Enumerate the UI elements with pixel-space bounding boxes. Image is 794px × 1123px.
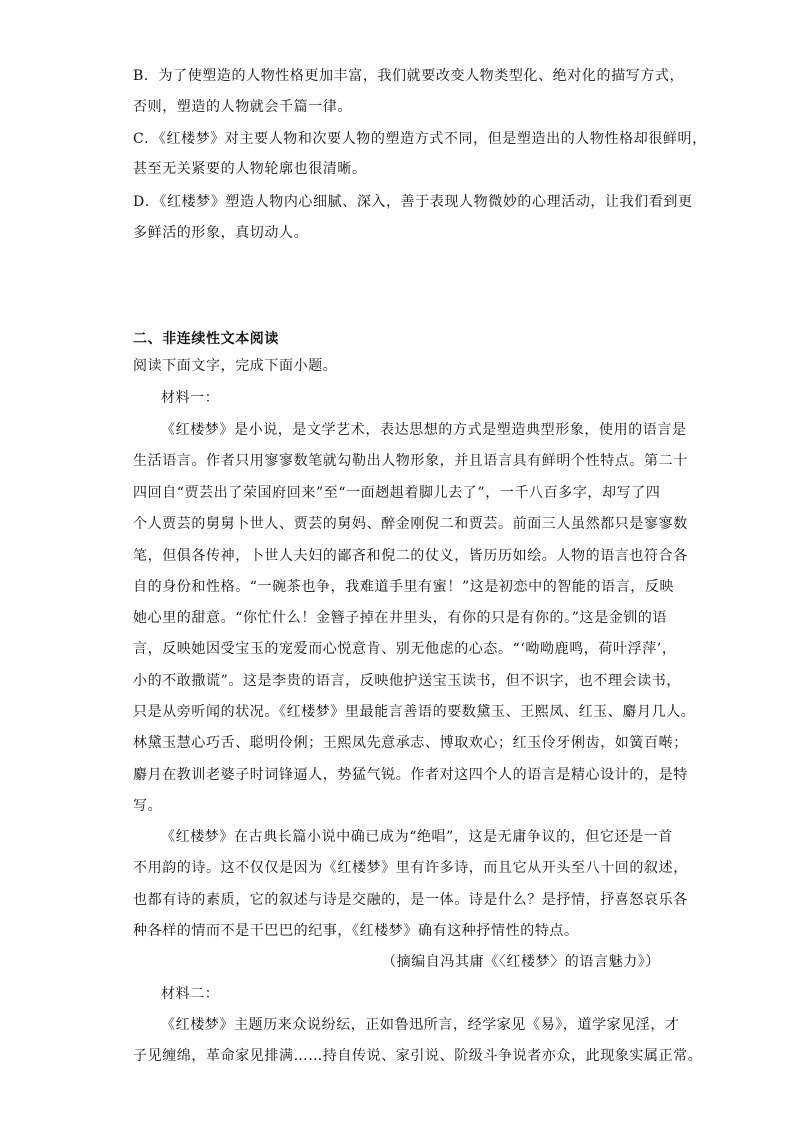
option-b-line-2: 否则，塑造的人物就会千篇一律。 — [133, 99, 352, 115]
option-c-line-2: 甚至无关紧要的人物轮廓也很清晰。 — [133, 161, 367, 177]
material-2-p1-line: 《红楼梦》主题历来众说纷纭，正如鲁迅所言，经学家见《易》，道学家见淫，才 — [161, 1017, 680, 1033]
material-1-p1-line: 《红楼梦》是小说，是文学艺术，表达思想的方式是塑造典型形象，使用的语言是 — [161, 422, 687, 438]
material-1-p1-line: 笔，但俱各传神，卜世人夫妇的鄙吝和倪二的仗义，皆历历如绘。人物的语言也符合各 — [133, 548, 688, 564]
material-1-p1-line: 自的身份和性格。“一碗茶也争，我难道手里有蜜！”这是初恋中的智能的语言，反映 — [133, 579, 675, 595]
material-1-label: 材料一： — [161, 390, 220, 406]
material-1-p2-line: 种各样的情而不是干巴巴的纪事，《红楼梦》确有这种抒情性的特点。 — [133, 923, 579, 939]
material-1-p2-line: 《红楼梦》在古典长篇小说中确已成为“绝唱”，这是无庸争议的，但它还是一首 — [161, 829, 673, 845]
material-2-label: 材料二： — [161, 986, 220, 1002]
material-1-p1-line: 小的不敢撒谎”。这是李贵的语言，反映他护送宝玉读书，但不识字，也不理会读书， — [133, 673, 681, 689]
material-1-p1-line: 麝月在教训老婆子时词锋逼人，势猛气锐。作者对这四个人的语言是精心设计的，是特 — [133, 767, 688, 783]
material-1-p1-line: 写。 — [133, 798, 163, 814]
option-c-line-1: C．《红楼梦》对主要人物和次要人物的塑造方式不同，但是塑造出的人物性格却很鲜明， — [133, 131, 707, 147]
material-1-source: （摘编自冯其庸《〈红楼梦〉的语言魅力》） — [382, 954, 660, 970]
material-1-p2-line: 也都有诗的素质，它的叙述与诗是交融的，是一体。诗是什么？是抒情，抒喜怒哀乐各 — [133, 892, 688, 908]
section-instruction: 阅读下面文字，完成下面小题。 — [133, 358, 338, 374]
material-1-p1-line: 言，反映她因受宝玉的宠爱而心悦意肯、别无他虑的心态。“‘呦呦鹿鸣，荷叶浮萍’， — [133, 641, 677, 657]
material-2-p1-line: 子见缠绵，革命家见排满……持自传说、家引说、阶级斗争说者亦众，此现象实属正常。 — [133, 1048, 703, 1064]
section-heading: 二、非连续性文本阅读 — [133, 331, 279, 347]
material-1-p1-line: 林黛玉慧心巧舌、聪明伶俐；王熙凤先意承志、博取欢心；红玉伶牙俐齿，如簧百啭； — [133, 735, 688, 751]
option-d-line-2: 多鲜活的形象，真切动人。 — [133, 225, 309, 241]
option-d-line-1: D．《红楼梦》塑造人物内心细腻、深入，善于表现人物微妙的心理活动，让我们看到更 — [133, 194, 693, 210]
material-1-p1-line: 四回自“贾芸出了荣国府回来”至“一面趔趄着脚儿去了”，一千八百多字，却写了四 — [133, 485, 661, 501]
option-b-line-1: B．为了使塑造的人物性格更加丰富，我们就要改变人物类型化、绝对化的描写方式， — [133, 68, 685, 84]
material-1-p1-line: 只是从旁听闻的状况。《红楼梦》里最能言善语的要数黛玉、王熙凤、红玉、麝月几人。 — [133, 704, 696, 720]
material-1-p1-line: 她心里的甜意。“你忙什么！金簪子掉在井里头，有你的只是有你的。”这是金钏的语 — [133, 610, 668, 626]
material-1-p2-line: 不用韵的诗。这不仅仅是因为《红楼梦》里有许多诗，而且它从开头至八十回的叙述， — [133, 860, 688, 876]
material-1-p1-line: 生活语言。作者只用寥寥数笔就勾勒出人物形象，并且语言具有鲜明个性特点。第二十 — [133, 453, 688, 469]
material-1-p1-line: 个人贾芸的舅舅卜世人、贾芸的舅妈、醉金刚倪二和贾芸。前面三人虽然都只是寥寥数 — [133, 516, 688, 532]
